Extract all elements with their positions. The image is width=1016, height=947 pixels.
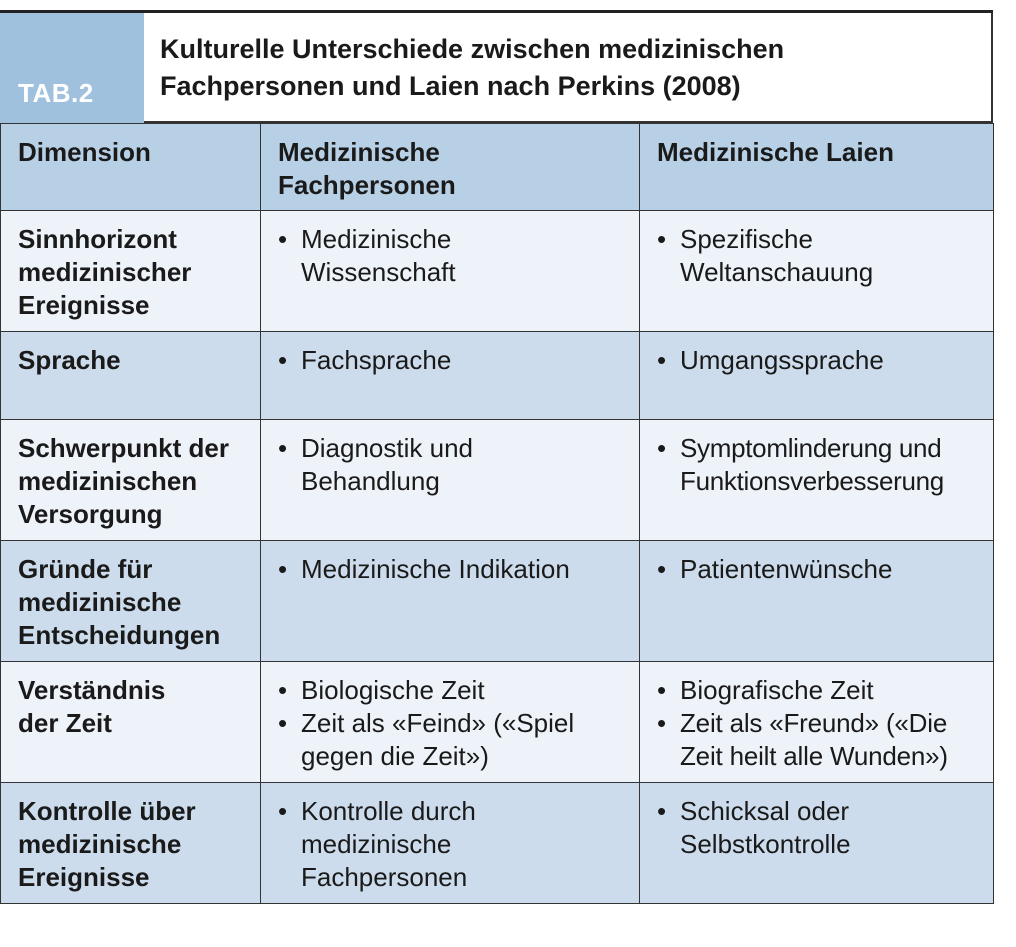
table-row — [1, 420, 994, 541]
comparison-table — [0, 123, 994, 904]
row-dimension: Sprache — [1, 332, 261, 420]
header-dimension: Dimension — [1, 124, 261, 211]
fach-item: • Fachsprache — [278, 344, 623, 377]
row-laien-cell — [640, 420, 994, 541]
row-laien-cell — [640, 662, 994, 783]
row-fach-cell — [261, 783, 640, 904]
row-fach-cell — [261, 420, 640, 541]
tab-label: TAB.2 — [18, 78, 94, 108]
row-fach-cell — [261, 662, 640, 783]
row-dimension: Sinnhorizont medizinischer Ereignisse — [1, 211, 261, 332]
fach-item: • Diagnostik und Behandlung — [278, 432, 543, 498]
table-title — [160, 31, 784, 105]
table-row — [1, 211, 994, 332]
table-row — [1, 541, 994, 662]
row-fach-cell — [261, 541, 640, 662]
title-line-1: Kulturelle Unterschiede zwischen medizinischen — [160, 34, 785, 64]
row-laien-cell — [640, 211, 994, 332]
row-dimension: Verständnis der Zeit — [1, 662, 261, 783]
fach-item: • Kontrolle durch medizinische Fachpersonen — [278, 795, 553, 894]
row-fach-cell — [261, 211, 640, 332]
table-row — [1, 783, 994, 904]
row-fach-cell — [261, 332, 640, 420]
fach-item: • Medizinische Wissenschaft — [278, 223, 583, 289]
fach-item: • Medizinische Indikation — [278, 553, 583, 586]
table-title-bar — [0, 13, 993, 123]
laien-item: • Umgangssprache — [657, 344, 977, 377]
row-dimension: Schwerpunkt der medizinischen Versorgung — [1, 420, 261, 541]
row-laien-cell — [640, 783, 994, 904]
title-box — [144, 13, 993, 123]
laien-item: • Zeit als «Freund» («Die Zeit heilt alle Wunden») — [657, 707, 989, 773]
title-line-2: Fachpersonen und Laien nach Perkins (2008) — [160, 71, 741, 101]
fach-item: • Zeit als «Feind» («Spiel gegen die Zeit») — [278, 707, 619, 773]
row-dimension: Gründe für medizinische Entscheidungen — [1, 541, 261, 662]
fach-item: • Biologische Zeit — [278, 674, 619, 707]
header-fachpersonen: Medizinische Fachpersonen — [261, 124, 640, 211]
row-laien-cell — [640, 541, 994, 662]
row-dimension: Kontrolle über medizinische Ereignisse — [1, 783, 261, 904]
row-laien-cell — [640, 332, 994, 420]
table-row — [1, 332, 994, 420]
laien-item: • Schicksal oder Selbstkontrolle — [657, 795, 887, 861]
laien-item: • Patientenwünsche — [657, 553, 977, 586]
header-row — [1, 124, 994, 211]
laien-item: • Biografische Zeit — [657, 674, 989, 707]
laien-item: • Symptomlinderung und Funktionsverbesserung — [657, 432, 987, 498]
laien-item: • Spezifische Weltanschauung — [657, 223, 917, 289]
header-laien: Medizinische Laien — [640, 124, 994, 211]
tab-label-box — [0, 13, 144, 123]
table-row — [1, 662, 994, 783]
